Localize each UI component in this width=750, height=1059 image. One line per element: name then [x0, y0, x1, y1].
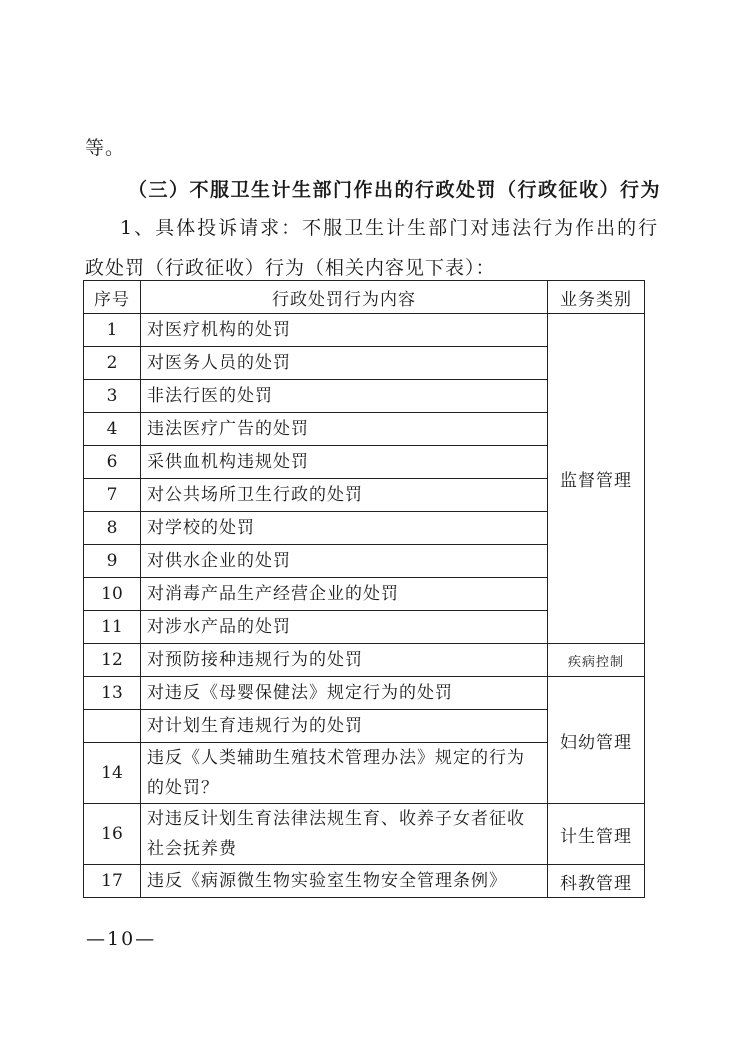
row-seq: 1 [84, 314, 141, 347]
row-seq: 10 [84, 578, 141, 611]
table-row [84, 865, 645, 898]
section-heading: （三）不服卫生计生部门作出的行政处罚（行政征收）行为 [128, 179, 662, 201]
row-seq [84, 710, 141, 743]
header-category: 业务类别 [548, 281, 645, 314]
row-seq: 2 [84, 347, 141, 380]
row-content: 对供水企业的处罚 [141, 545, 548, 578]
row-content: 对违反计划生育法律法规生育、收养子女者征收社会抚养费 [141, 804, 548, 865]
row-content: 对学校的处罚 [141, 512, 548, 545]
row-seq: 14 [84, 743, 141, 804]
row-content: 违法医疗广告的处罚 [141, 413, 548, 446]
category-disease: 疾病控制 [548, 644, 645, 677]
header-content: 行政处罚行为内容 [141, 281, 548, 314]
page-number: —10— [86, 928, 157, 950]
header-seq: 序号 [84, 281, 141, 314]
row-seq: 3 [84, 380, 141, 413]
text-line-4: 政处罚（行政征收）行为（相关内容见下表）： [85, 257, 496, 279]
row-content: 非法行医的处罚 [141, 380, 548, 413]
row-content: 违反《人类辅助生殖技术管理办法》规定的行为的处罚？ [141, 743, 548, 804]
row-content: 对消毒产品生产经营企业的处罚 [141, 578, 548, 611]
row-content: 违反《病源微生物实验室生物安全管理条例》 [141, 865, 548, 898]
row-content: 对公共场所卫生行政的处罚 [141, 479, 548, 512]
category-maternal: 妇幼管理 [548, 677, 645, 804]
table-row [84, 677, 645, 710]
text-line-1: 等。 [85, 137, 126, 159]
row-seq: 17 [84, 865, 141, 898]
category-supervision: 监督管理 [548, 314, 645, 644]
table-row [84, 804, 645, 865]
row-seq: 16 [84, 804, 141, 865]
row-seq: 8 [84, 512, 141, 545]
row-content: 对预防接种违规行为的处罚 [141, 644, 548, 677]
table-header-row [84, 281, 645, 314]
row-content: 对计划生育违规行为的处罚 [141, 710, 548, 743]
category-science: 科教管理 [548, 865, 645, 898]
row-seq: 11 [84, 611, 141, 644]
row-seq: 9 [84, 545, 141, 578]
row-seq: 12 [84, 644, 141, 677]
row-content: 对医疗机构的处罚 [141, 314, 548, 347]
row-seq: 6 [84, 446, 141, 479]
row-content: 采供血机构违规处罚 [141, 446, 548, 479]
table-row [84, 314, 645, 347]
table-row [84, 644, 645, 677]
row-seq: 4 [84, 413, 141, 446]
category-family-planning: 计生管理 [548, 804, 645, 865]
row-seq: 7 [84, 479, 141, 512]
text-line-3: 1、具体投诉请求：不服卫生计生部门对违法行为作出的行 [120, 217, 660, 239]
penalty-table [83, 280, 645, 898]
row-content: 对违反《母婴保健法》规定行为的处罚 [141, 677, 548, 710]
row-content: 对涉水产品的处罚 [141, 611, 548, 644]
row-seq: 13 [84, 677, 141, 710]
row-content: 对医务人员的处罚 [141, 347, 548, 380]
